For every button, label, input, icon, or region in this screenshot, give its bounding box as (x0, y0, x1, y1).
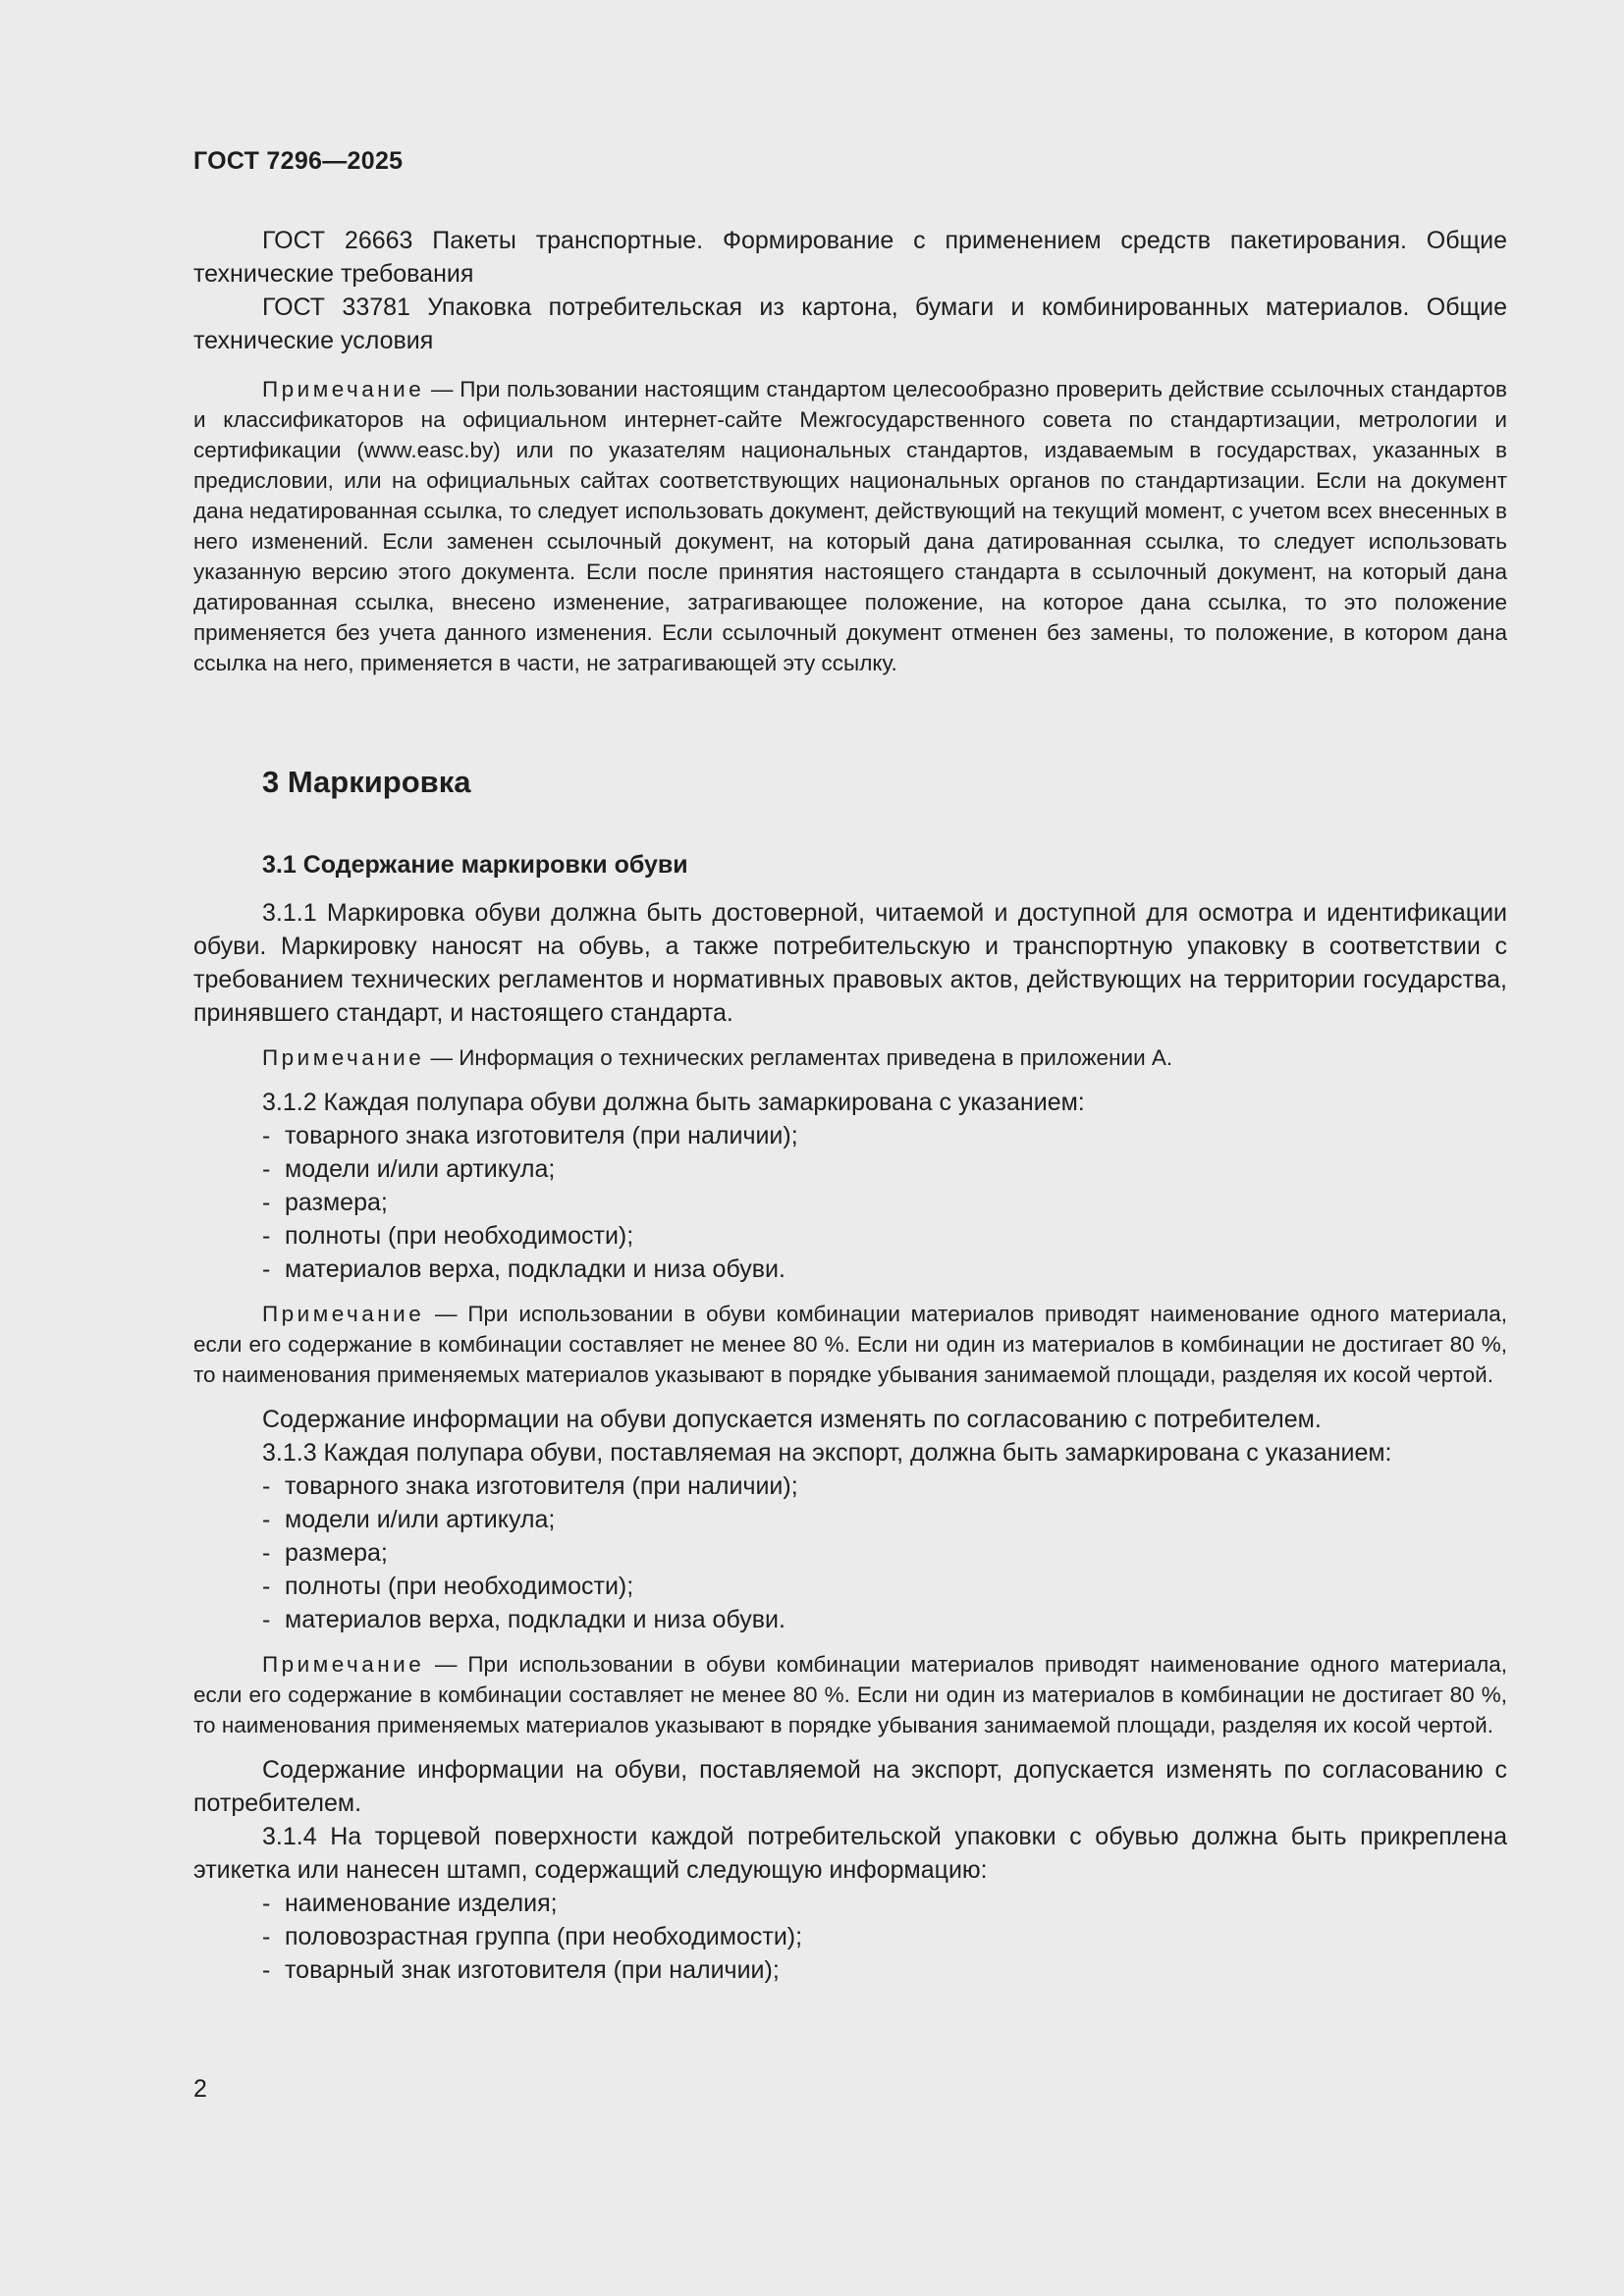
paragraph: Содержание информации на обуви допускается изменять по согласованию с потребителем. (262, 1406, 1322, 1433)
marking-list (193, 1469, 1507, 1636)
note-label: Примечание (262, 377, 425, 401)
marking-list (193, 1119, 1507, 1286)
list-item: - наименование изделия; (262, 1890, 558, 1917)
normative-references (193, 224, 1507, 357)
note-text: — При использовании в обуви комбинации материалов приводят наименование одного материала, если его содержание в комбинации составляет не менее 80 %. Если ни один из материалов в комбинации не достигает 80 %, то наименования применяемых материалов указывают в порядке убывания занимаемой площади, разделяя их косой чертой. (193, 1302, 1507, 1387)
page-number: 2 (193, 2075, 207, 2103)
note-label: Примечание (262, 1652, 425, 1677)
note-text: — При использовании в обуви комбинации материалов приводят наименование одного материала, если его содержание в комбинации составляет не менее 80 %. Если ни один из материалов в комбинации не достигает 80 %, то наименования применяемых материалов указывают в порядке убывания занимаемой площади, разделяя их косой чертой. (193, 1652, 1507, 1737)
clause-3-1-1: 3.1.1 Маркировка обуви должна быть достоверной, читаемой и доступной для осмотра и идентификации обуви. Маркировку наносят на обувь, а также потребительскую и транспортную упаковку в соответствии с требованием технических регламентов и нормативных правовых актов, действующих на территории государства, принявшего стандарт, и настоящего стандарта. (193, 899, 1507, 1027)
clause-3-1-3: 3.1.3 Каждая полупара обуви, поставляемая на экспорт, должна быть замаркирована с указанием: (262, 1439, 1392, 1467)
section-heading: 3 Маркировка (262, 765, 471, 799)
list-item: - товарного знака изготовителя (при наличии); (262, 1472, 798, 1500)
note-text: — Информация о технических регламентах приведена в приложении А. (424, 1045, 1173, 1070)
clause-3-1-2: 3.1.2 Каждая полупара обуви должна быть замаркирована с указанием: (262, 1089, 1085, 1116)
list-item: - материалов верха, подкладки и низа обуви. (262, 1606, 785, 1633)
list-item: - полноты (при необходимости); (262, 1222, 634, 1250)
list-item: - полноты (при необходимости); (262, 1573, 634, 1600)
references-note (193, 374, 1507, 678)
paragraph: Содержание информации на обуви, поставляемой на экспорт, допускается изменять по согласованию с потребителем. (193, 1756, 1507, 1817)
list-item: - половозрастная группа (при необходимости); (262, 1923, 803, 1950)
marking-list (193, 1887, 1507, 1987)
list-item: - товарного знака изготовителя (при наличии); (262, 1122, 798, 1149)
list-item: - модели и/или артикула; (262, 1506, 556, 1533)
document-header: ГОСТ 7296—2025 (193, 147, 404, 175)
note-label: Примечание (262, 1302, 425, 1326)
list-item: - модели и/или артикула; (262, 1155, 556, 1183)
list-item: - размера; (262, 1539, 388, 1567)
list-item: - товарный знак изготовителя (при наличии); (262, 1956, 780, 1984)
clause-3-1-4: 3.1.4 На торцевой поверхности каждой потребительской упаковки с обувью должна быть прикреплена этикетка или нанесен штамп, содержащий следующую информацию: (193, 1823, 1507, 1884)
subsection-heading: 3.1 Содержание маркировки обуви (262, 851, 688, 879)
note-text: — При пользовании настоящим стандартом целесообразно проверить действие ссылочных стандартов и классификаторов на официальном интернет-сайте Межгосударственного совета по стандартизации, метрологии и сертификации (www.easc.by) или по указателям национальных стандартов, издаваемым в государствах, указанных в предисловии, или на официальных сайтах соответствующих национальных органов по стандартизации. Если на документ дана недатированная ссылка, то следует использовать документ, действующий на текущий момент, с учетом всех внесенных в него изменений. Если заменен ссылочный документ, на который дана датированная ссылка, то следует использовать указанную версию этого документа. Если после принятия настоящего стандарта в ссылочный документ, на который дана датированная ссылка, внесено изменение, затрагивающее положение, на которое дана ссылка, то это положение применяется без учета данного изменения. Если ссылочный документ отменен без замены, то положение, в котором дана ссылка на него, применяется в части, не затрагивающей эту ссылку. (193, 377, 1507, 675)
note-label: Примечание (262, 1045, 425, 1070)
reference-item: ГОСТ 26663 Пакеты транспортные. Формирование с применением средств пакетирования. Общие технические требования (193, 227, 1507, 288)
reference-item: ГОСТ 33781 Упаковка потребительская из картона, бумаги и комбинированных материалов. Общие технические условия (193, 294, 1507, 354)
list-item: - размера; (262, 1189, 388, 1216)
list-item: - материалов верха, подкладки и низа обуви. (262, 1255, 785, 1283)
section-body (193, 896, 1507, 1987)
